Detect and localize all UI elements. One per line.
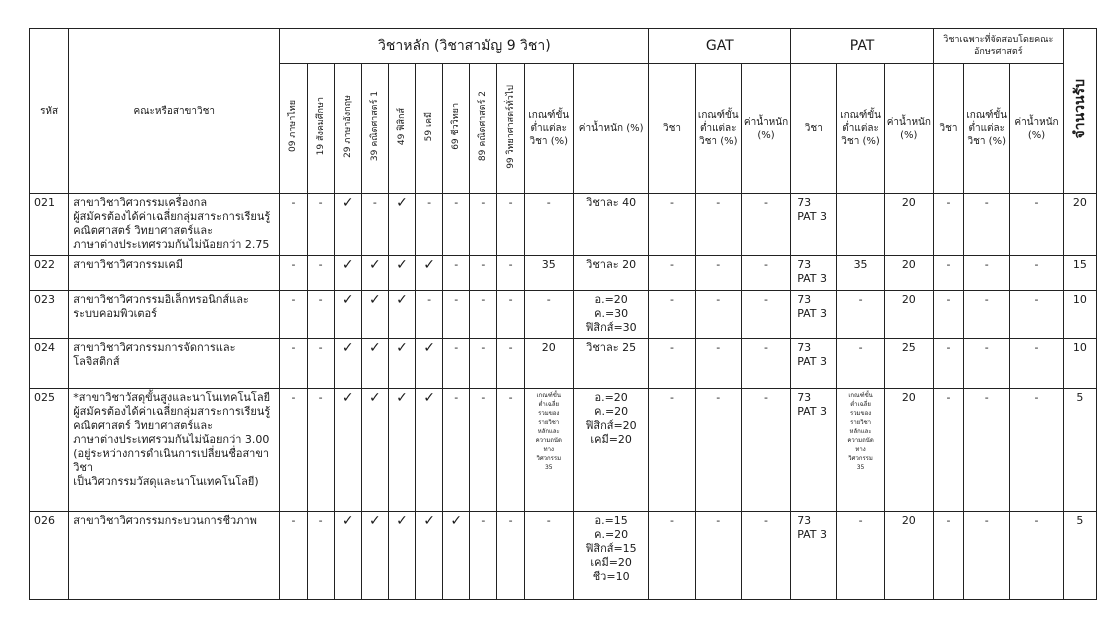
program-name-line: (อยู่ระหว่างการดำเนินการเปลี่ยนชื่อสาขาวิชา: [73, 447, 270, 474]
subject-cell: -: [497, 339, 524, 389]
pat-min-note: [837, 389, 884, 512]
core-weight: [573, 256, 649, 291]
gat-header: GAT: [649, 29, 791, 64]
program-name-line: ผู้สมัครต้องได้ค่าเฉลี่ยกลุ่มสาระการเรียนรู้: [73, 210, 271, 223]
pat-min-note-line: วิศวกรรม: [848, 455, 873, 462]
core-min-note-line: ต่ำเฉลี่ย: [538, 401, 560, 408]
quota-value: 5: [1063, 389, 1096, 512]
check-mark-icon: ✓: [361, 339, 388, 389]
check-mark-icon: ✓: [388, 291, 415, 339]
subject-cell: -: [280, 512, 307, 600]
core-weight-line: ชีว=10: [592, 570, 630, 583]
core-min-header: เกณฑ์ขั้นต่ำแต่ละวิชา (%): [524, 64, 573, 194]
quota-value: 10: [1063, 291, 1096, 339]
core-weight-line: ค.=20: [594, 405, 629, 418]
gat-cell: -: [695, 291, 741, 339]
subject-cell: -: [280, 389, 307, 512]
subject-cell: -: [443, 339, 470, 389]
gat-cell: -: [695, 194, 741, 256]
pat-subject-line: 73: [797, 258, 812, 271]
check-mark-icon: ✓: [334, 339, 361, 389]
core-weight: [573, 512, 649, 600]
program-name-line: ผู้สมัครต้องได้ค่าเฉลี่ยกลุ่มสาระการเรียนรู้: [73, 405, 271, 418]
core-min: -: [524, 512, 573, 600]
check-mark-icon: ✓: [334, 291, 361, 339]
core-min-note-line: หลักและ: [537, 428, 560, 435]
program-code: 023: [30, 291, 69, 339]
core-min-note-line: วิศวกรรม: [536, 455, 562, 462]
pat-subject: [791, 256, 837, 291]
pat-min-header: เกณฑ์ขั้นต่ำแต่ละวิชา (%): [837, 64, 884, 194]
core-min-note-line: รวมของ: [538, 410, 560, 417]
gat-cell: -: [741, 256, 790, 291]
special-cell: -: [933, 389, 963, 512]
subject-cell: -: [361, 194, 388, 256]
program-name-line: คณิตศาสตร์ วิทยาศาสตร์และ: [73, 419, 214, 432]
pat-header: PAT: [791, 29, 934, 64]
check-mark-icon: ✓: [388, 256, 415, 291]
special-cell: -: [1010, 256, 1063, 291]
program-code: 026: [30, 512, 69, 600]
core-weight-line: วิชาละ 40: [586, 196, 637, 209]
core-weight-line: วิชาละ 25: [586, 341, 637, 354]
subject-cell: -: [307, 194, 334, 256]
check-mark-icon: ✓: [334, 256, 361, 291]
program-name-line: สาขาวิชาวิศวกรรมอิเล็กทรอนิกส์และ: [73, 293, 249, 306]
pat-min: [837, 194, 884, 256]
special-min-header: เกณฑ์ขั้นต่ำแต่ละวิชา (%): [964, 64, 1010, 194]
core-weight-line: อ.=20: [594, 391, 628, 404]
gat-cell: -: [649, 256, 695, 291]
subject-cell: -: [307, 291, 334, 339]
check-mark-icon: ✓: [361, 389, 388, 512]
program-name-line: สาขาวิชาวิศวกรรมเคมี: [73, 258, 184, 271]
special-cell: -: [933, 339, 963, 389]
pat-min: -: [837, 512, 884, 600]
table-row: [30, 512, 1097, 600]
special-cell: -: [1010, 291, 1063, 339]
subject-cell: -: [280, 256, 307, 291]
core-weight-line: วิชาละ 20: [586, 258, 637, 271]
core-weight-line: เคมี=20: [590, 433, 632, 446]
program-name: [69, 389, 280, 512]
subject-cell: -: [307, 256, 334, 291]
program-name-line: ระบบคอมพิวเตอร์: [73, 307, 158, 320]
subject-cell: -: [497, 194, 524, 256]
program-name-line: สาขาวิชาวิศวกรรมเครื่องกล: [73, 196, 208, 209]
check-mark-icon: ✓: [334, 389, 361, 512]
check-mark-icon: ✓: [388, 389, 415, 512]
special-cell: -: [933, 194, 963, 256]
pat-weight: 25: [884, 339, 933, 389]
subject-col-header: 49 ฟิสิกส์: [388, 64, 415, 194]
check-mark-icon: ✓: [361, 256, 388, 291]
core-weight-line: ฟิสิกส์=30: [585, 321, 637, 334]
core-min-note-line: เกณฑ์ขั้น: [536, 392, 561, 399]
pat-min-note-line: ทาง: [855, 446, 866, 453]
quota-value: 20: [1063, 194, 1096, 256]
check-mark-icon: ✓: [416, 256, 443, 291]
gat-min-header: เกณฑ์ขั้นต่ำแต่ละวิชา (%): [695, 64, 741, 194]
pat-subject-header: วิชา: [791, 64, 837, 194]
pat-weight: 20: [884, 389, 933, 512]
special-cell: -: [964, 256, 1010, 291]
subject-cell: -: [280, 291, 307, 339]
subject-cell: -: [307, 389, 334, 512]
core-weight-header: ค่าน้ำหนัก (%): [573, 64, 649, 194]
pat-subject: [791, 389, 837, 512]
pat-subject-line: PAT 3: [797, 528, 828, 541]
special-cell: -: [933, 256, 963, 291]
check-mark-icon: ✓: [334, 512, 361, 600]
gat-cell: -: [649, 389, 695, 512]
gat-cell: -: [741, 339, 790, 389]
program-name: [69, 291, 280, 339]
pat-min-note-line: รวมของ: [849, 410, 872, 417]
check-mark-icon: ✓: [334, 194, 361, 256]
pat-min-note-line: หลักและ: [849, 428, 872, 435]
subject-cell: -: [470, 291, 497, 339]
pat-weight: 20: [884, 256, 933, 291]
program-name-line: คณิตศาสตร์ วิทยาศาสตร์และ: [73, 224, 214, 237]
pat-min: 35: [837, 256, 884, 291]
subject-cell: -: [443, 256, 470, 291]
special-cell: -: [1010, 339, 1063, 389]
subject-cell: -: [470, 339, 497, 389]
program-name: [69, 512, 280, 600]
subject-cell: -: [470, 512, 497, 600]
subject-cell: -: [280, 194, 307, 256]
gat-cell: -: [741, 194, 790, 256]
subject-cell: -: [497, 256, 524, 291]
pat-min-note-line: เกณฑ์ขั้น: [848, 392, 873, 399]
core-weight: [573, 194, 649, 256]
check-mark-icon: ✓: [361, 512, 388, 600]
check-mark-icon: ✓: [416, 512, 443, 600]
pat-subject: [791, 291, 837, 339]
subject-cell: -: [470, 389, 497, 512]
gat-cell: -: [741, 291, 790, 339]
special-weight-header: ค่าน้ำหนัก (%): [1010, 64, 1063, 194]
special-subjects-header: วิชาเฉพาะที่จัดสอบโดยคณะอักษรศาสตร์: [933, 29, 1063, 64]
core-weight-line: อ.=15: [594, 514, 628, 527]
core-subjects-header: วิชาหลัก (วิชาสามัญ 9 วิชา): [280, 29, 649, 64]
subject-col-header: 89 คณิตศาสตร์ 2: [470, 64, 497, 194]
check-mark-icon: ✓: [361, 291, 388, 339]
special-cell: -: [964, 512, 1010, 600]
code-header: รหัส: [30, 29, 69, 194]
pat-min: -: [837, 339, 884, 389]
check-mark-icon: ✓: [443, 512, 470, 600]
program-code: 021: [30, 194, 69, 256]
core-weight: [573, 291, 649, 339]
subject-cell: -: [470, 256, 497, 291]
gat-cell: -: [695, 339, 741, 389]
subject-cell: -: [497, 389, 524, 512]
core-weight: [573, 389, 649, 512]
program-name-line: สาขาวิชาวิศวกรรมการจัดการและ: [73, 341, 236, 354]
table-row: [30, 389, 1097, 512]
core-min: 20: [524, 339, 573, 389]
admission-criteria-table: [29, 28, 1097, 600]
gat-cell: -: [649, 339, 695, 389]
pat-subject-line: PAT 3: [797, 405, 828, 418]
pat-subject-line: 73: [797, 293, 812, 306]
core-min-note-line: 35: [544, 464, 553, 471]
program-code: 025: [30, 389, 69, 512]
subject-cell: -: [307, 512, 334, 600]
program-name: [69, 339, 280, 389]
quota-value: 5: [1063, 512, 1096, 600]
subject-cell: -: [307, 339, 334, 389]
core-weight-line: ฟิสิกส์=15: [585, 542, 637, 555]
subject-col-header: 39 คณิตศาสตร์ 1: [361, 64, 388, 194]
table-row: [30, 339, 1097, 389]
pat-subject-line: PAT 3: [797, 272, 828, 285]
subject-cell: -: [280, 339, 307, 389]
subject-cell: -: [443, 291, 470, 339]
subject-col-header: 69 ชีววิทยา: [443, 64, 470, 194]
core-weight-line: ค.=20: [594, 528, 629, 541]
special-cell: -: [964, 291, 1010, 339]
pat-weight: 20: [884, 512, 933, 600]
program-name: [69, 194, 280, 256]
special-cell: -: [1010, 512, 1063, 600]
core-weight-line: เคมี=20: [590, 556, 632, 569]
gat-cell: -: [741, 389, 790, 512]
core-weight-line: อ.=20: [594, 293, 628, 306]
special-cell: -: [1010, 389, 1063, 512]
faculty-header: คณะหรือสาขาวิชา: [69, 29, 280, 194]
pat-subject-line: PAT 3: [797, 210, 828, 223]
core-min: -: [524, 194, 573, 256]
pat-weight-header: ค่าน้ำหนัก (%): [884, 64, 933, 194]
pat-subject-line: PAT 3: [797, 307, 828, 320]
pat-subject: [791, 194, 837, 256]
pat-subject-line: 73: [797, 514, 812, 527]
program-name: [69, 256, 280, 291]
core-min-note-line: ทาง: [543, 446, 554, 453]
gat-cell: -: [649, 194, 695, 256]
check-mark-icon: ✓: [388, 512, 415, 600]
subject-col-header: 09 ภาษาไทย: [280, 64, 307, 194]
check-mark-icon: ✓: [388, 339, 415, 389]
pat-subject: [791, 339, 837, 389]
table-row: [30, 291, 1097, 339]
pat-subject-line: PAT 3: [797, 355, 828, 368]
program-name-line: โลจิสติกส์: [73, 355, 120, 368]
core-weight-line: ค.=30: [594, 307, 629, 320]
core-min-note-line: รายวิชา: [538, 419, 560, 426]
core-min-note: [524, 389, 573, 512]
gat-cell: -: [741, 512, 790, 600]
subject-cell: -: [497, 291, 524, 339]
special-subject-header: วิชา: [933, 64, 963, 194]
gat-cell: -: [695, 389, 741, 512]
check-mark-icon: ✓: [416, 339, 443, 389]
core-weight: [573, 339, 649, 389]
special-cell: -: [933, 512, 963, 600]
subject-cell: -: [443, 389, 470, 512]
table-row: [30, 256, 1097, 291]
subject-col-header: 19 สังคมศึกษา: [307, 64, 334, 194]
quota-header: จำนวนรับ: [1063, 29, 1096, 194]
program-code: 024: [30, 339, 69, 389]
core-weight-line: ฟิสิกส์=20: [585, 419, 637, 432]
gat-weight-header: ค่าน้ำหนัก (%): [741, 64, 790, 194]
gat-cell: -: [649, 512, 695, 600]
program-name-line: ภาษาต่างประเทศรวมกันไม่น้อยกว่า 2.75: [73, 238, 270, 251]
core-min: 35: [524, 256, 573, 291]
pat-subject-line: 73: [797, 391, 812, 404]
program-name-line: ภาษาต่างประเทศรวมกันไม่น้อยกว่า 3.00: [73, 433, 270, 446]
subject-col-header: 59 เคมี: [416, 64, 443, 194]
pat-min-note-line: ความถนัด: [847, 437, 874, 444]
gat-cell: -: [695, 256, 741, 291]
pat-min: -: [837, 291, 884, 339]
program-name-line: *สาขาวิชาวัสดุขั้นสูงและนาโนเทคโนโลยี: [73, 391, 271, 404]
gat-cell: -: [649, 291, 695, 339]
subject-cell: -: [416, 194, 443, 256]
subject-cell: -: [416, 291, 443, 339]
pat-subject-line: 73: [797, 341, 812, 354]
core-min-note-line: ความถนัด: [535, 437, 562, 444]
pat-min-note-line: รายวิชา: [850, 419, 872, 426]
quota-value: 10: [1063, 339, 1096, 389]
program-name-line: เป็นวิศวกรรมวัสดุและนาโนเทคโนโลยี): [73, 475, 259, 488]
core-min: -: [524, 291, 573, 339]
subject-col-header: 29 ภาษาอังกฤษ: [334, 64, 361, 194]
special-cell: -: [964, 389, 1010, 512]
pat-weight: 20: [884, 291, 933, 339]
special-cell: -: [1010, 194, 1063, 256]
pat-min-note-line: 35: [856, 464, 865, 471]
pat-subject-line: 73: [797, 196, 812, 209]
pat-min-note-line: ต่ำเฉลี่ย: [850, 401, 871, 408]
program-name-line: สาขาวิชาวิศวกรรมกระบวนการชีวภาพ: [73, 514, 257, 527]
special-cell: -: [964, 194, 1010, 256]
table-row: [30, 194, 1097, 256]
check-mark-icon: ✓: [388, 194, 415, 256]
gat-cell: -: [695, 512, 741, 600]
special-cell: -: [933, 291, 963, 339]
gat-subject-header: วิชา: [649, 64, 695, 194]
program-code: 022: [30, 256, 69, 291]
subject-cell: -: [497, 512, 524, 600]
special-cell: -: [964, 339, 1010, 389]
subject-col-header: 99 วิทยาศาสตร์ทั่วไป: [497, 64, 524, 194]
subject-cell: -: [470, 194, 497, 256]
pat-weight: 20: [884, 194, 933, 256]
quota-value: 15: [1063, 256, 1096, 291]
check-mark-icon: ✓: [416, 389, 443, 512]
pat-subject: [791, 512, 837, 600]
subject-cell: -: [443, 194, 470, 256]
